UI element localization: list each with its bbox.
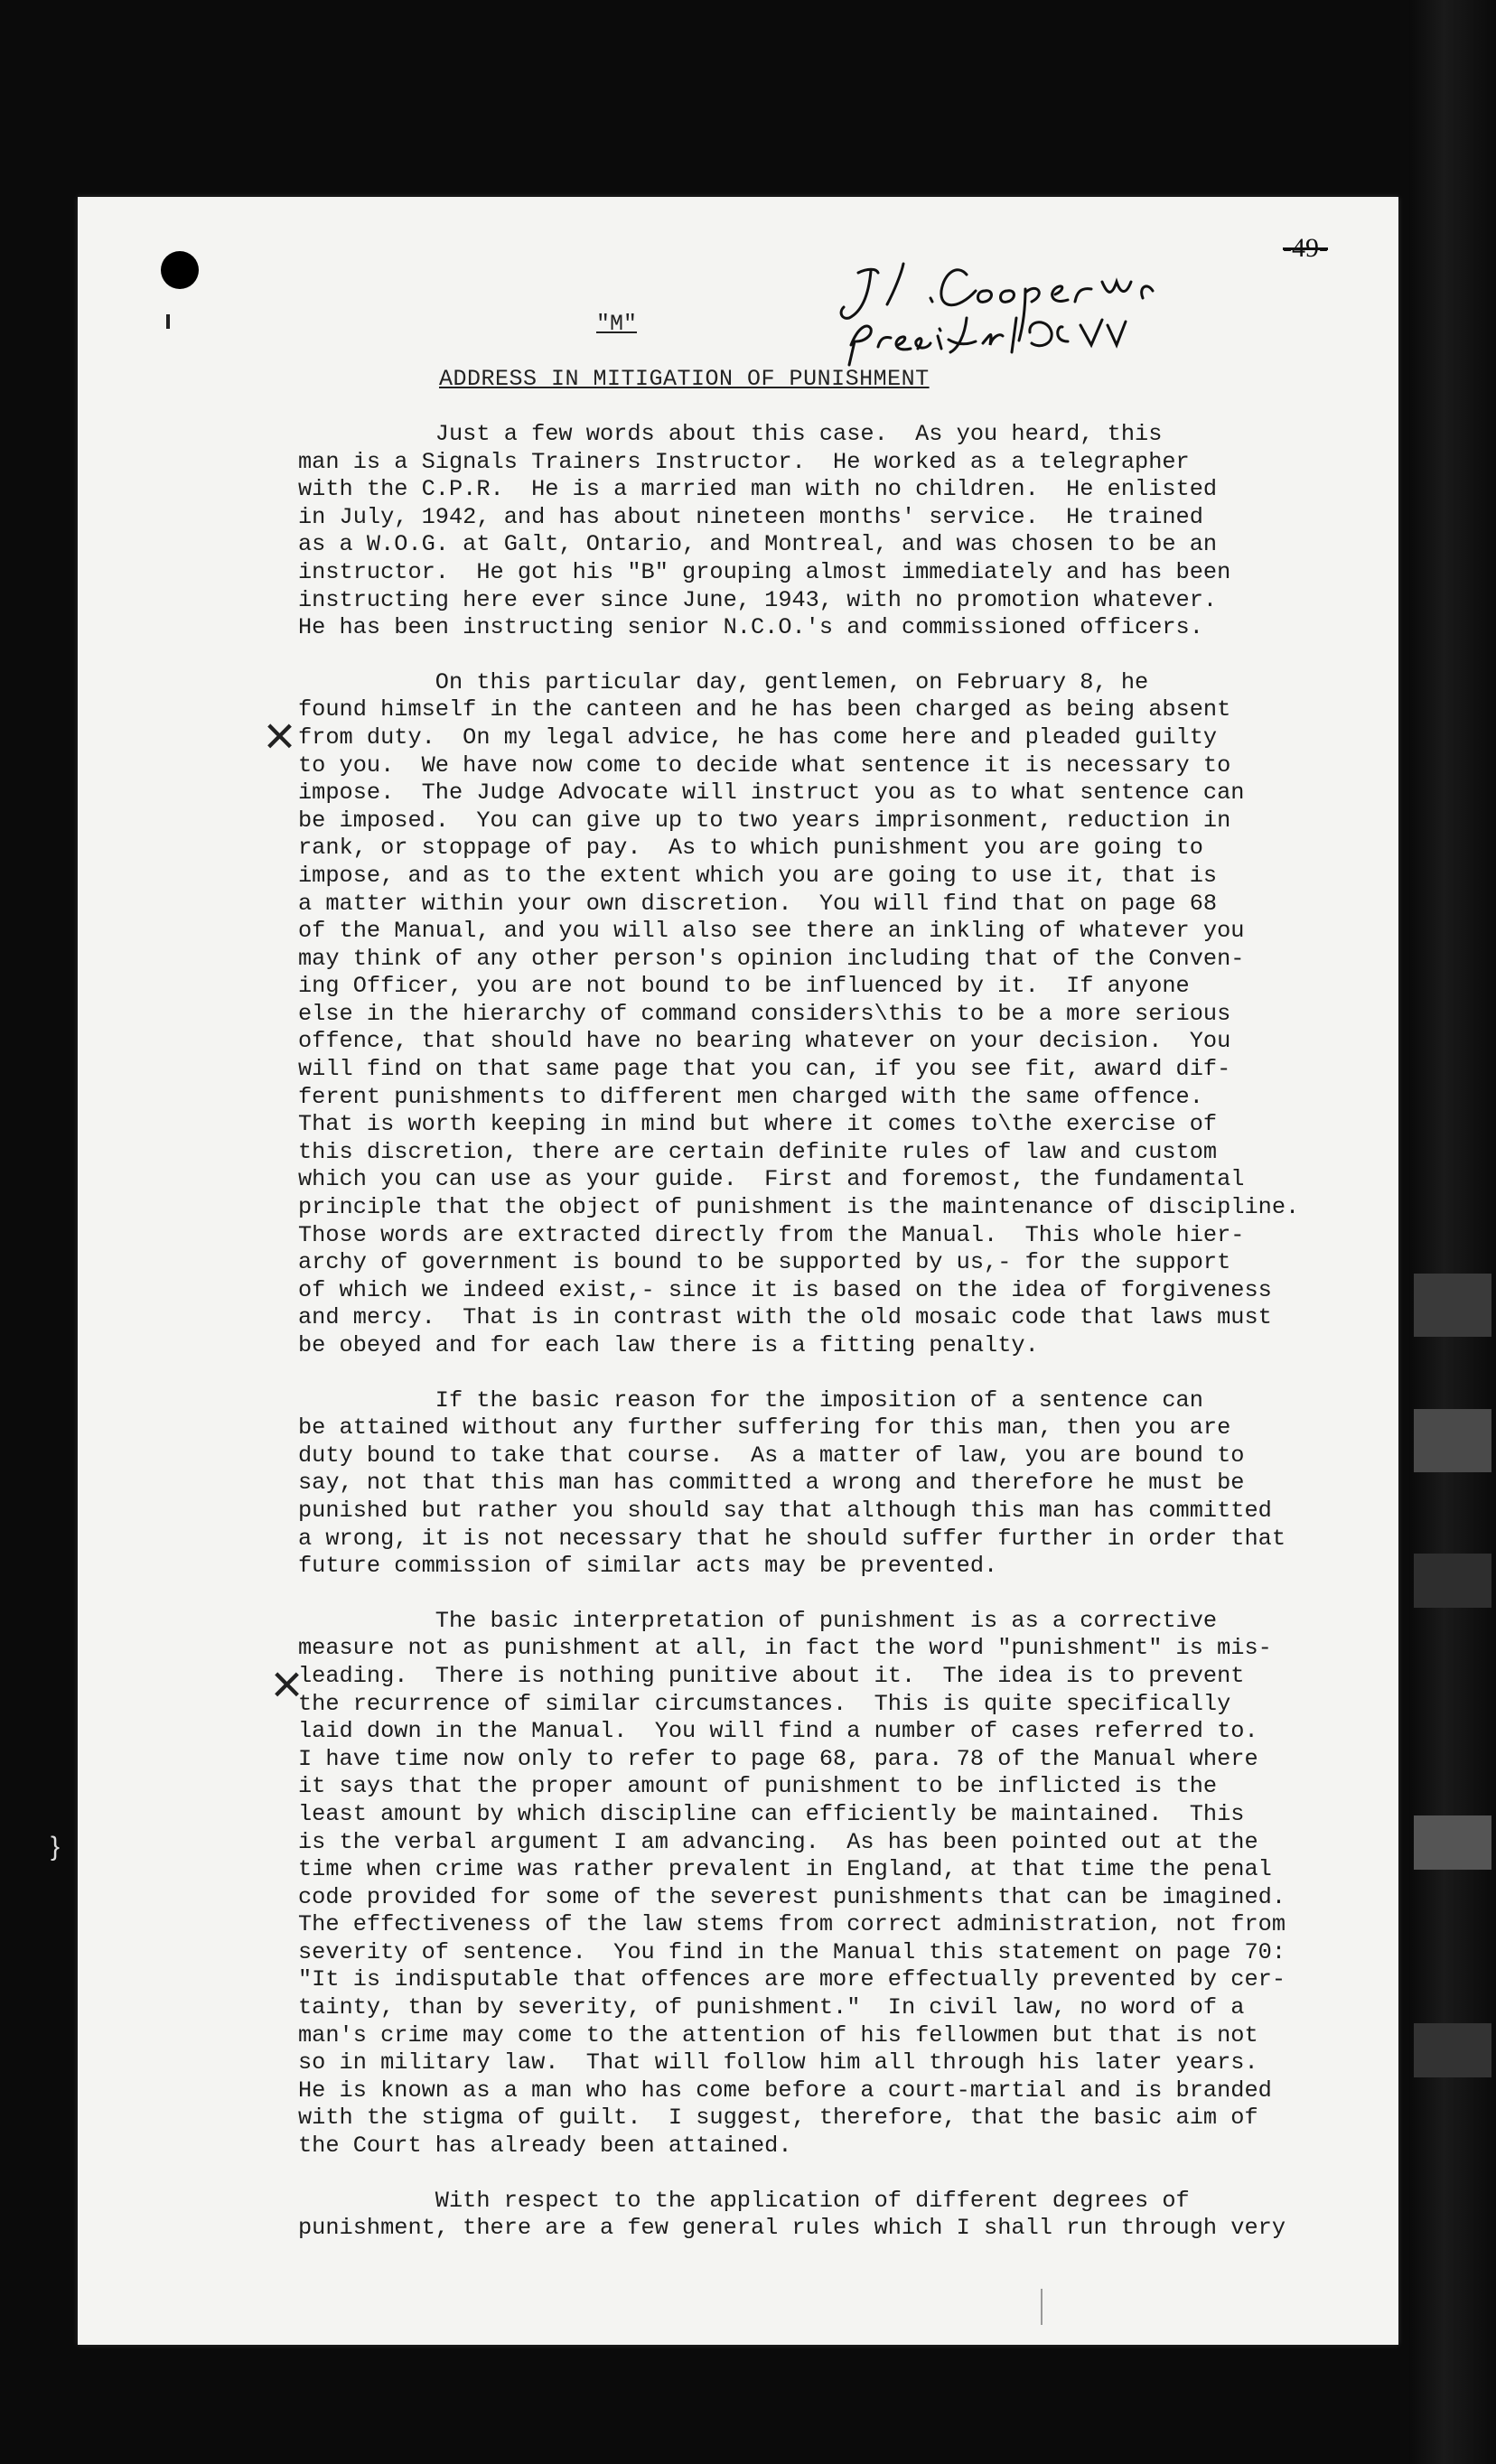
text-line: punished but rather you should say that although this man has committed xyxy=(298,1497,1272,1524)
text-line: With respect to the application of different degrees of xyxy=(298,2187,1190,2214)
text-line: That is worth keeping in mind but where it comes to\the exercise of xyxy=(298,1111,1218,1138)
text-line: ing Officer, you are not bound to be influenced by it. If anyone xyxy=(298,973,1190,1000)
text-line: I have time now only to refer to page 68, para. 78 of the Manual where xyxy=(298,1745,1258,1772)
text-line: the recurrence of similar circumstances. This is quite specifically xyxy=(298,1690,1231,1717)
text-line: measure not as punishment at all, in fact the word "punishment" is mis- xyxy=(298,1635,1272,1662)
text-line: else in the hierarchy of command considers\this to be a more serious xyxy=(298,1000,1231,1027)
text-line: of the Manual, and you will also see there an inkling of whatever you xyxy=(298,918,1245,945)
text-line: in July, 1942, and has about nineteen months' service. He trained xyxy=(298,503,1203,530)
scan-edge-block xyxy=(1414,1409,1491,1472)
text-line: to you. We have now come to decide what sentence it is necessary to xyxy=(298,751,1231,779)
margin-mark xyxy=(166,314,170,329)
text-line: man's crime may come to the attention of his fellowmen but that is not xyxy=(298,2021,1258,2049)
text-line: the Court has already been attained. xyxy=(298,2133,792,2160)
page-number: -49- xyxy=(1283,233,1328,263)
paragraph xyxy=(298,2188,1319,2243)
text-line: impose, and as to the extent which you are going to use it, that is xyxy=(298,862,1218,889)
text-line: be imposed. You can give up to two years imprisonment, reduction in xyxy=(298,807,1231,834)
text-line: On this particular day, gentlemen, on February 8, he xyxy=(298,668,1149,695)
text-line: impose. The Judge Advocate will instruct you as to what sentence can xyxy=(298,779,1245,807)
paragraph xyxy=(298,421,1319,642)
document-body xyxy=(298,421,1319,2270)
document-title: ADDRESS IN MITIGATION OF PUNISHMENT xyxy=(439,366,930,392)
scan-edge-block xyxy=(1414,2023,1491,2077)
text-line: time when crime was rather prevalent in England, at that time the penal xyxy=(298,1856,1272,1883)
text-line: as a W.O.G. at Galt, Ontario, and Montreal, and was chosen to be an xyxy=(298,531,1218,558)
text-line: duty bound to take that course. As a matter of law, you are bound to xyxy=(298,1442,1245,1469)
punch-hole xyxy=(161,251,199,289)
text-line: If the basic reason for the imposition of a sentence can xyxy=(298,1386,1203,1414)
text-line: Just a few words about this case. As you heard, this xyxy=(298,421,1163,447)
handwritten-signature xyxy=(831,255,1301,372)
text-line: severity of sentence. You find in the Manual this statement on page 70: xyxy=(298,1938,1286,1965)
text-line: with the stigma of guilt. I suggest, therefore, that the basic aim of xyxy=(298,2105,1258,2132)
text-line: offence, that should have no bearing whatever on your decision. You xyxy=(298,1028,1231,1055)
text-line: principle that the object of punishment is the maintenance of discipline. xyxy=(298,1194,1300,1221)
text-line: a wrong, it is not necessary that he should suffer further in order that xyxy=(298,1525,1286,1552)
text-line: ferent punishments to different men charged with the same offence. xyxy=(298,1083,1203,1110)
text-line: will find on that same page that you can, if you see fit, award dif- xyxy=(298,1056,1231,1083)
paragraph xyxy=(298,1608,1319,2161)
margin-x-mark: × xyxy=(271,1654,304,1714)
text-line: so in military law. That will follow him all through his later years. xyxy=(298,2049,1258,2077)
text-line: tainty, than by severity, of punishment." In civil law, no word of a xyxy=(298,1994,1245,2021)
margin-x-mark: × xyxy=(264,705,296,766)
text-line: which you can use as your guide. First and foremost, the fundamental xyxy=(298,1166,1245,1193)
text-line: Those words are extracted directly from the Manual. This whole hier- xyxy=(298,1221,1245,1248)
text-line: may think of any other person's opinion including that of the Conven- xyxy=(298,945,1245,972)
section-letter-heading: "M" xyxy=(596,311,638,337)
text-line: and mercy. That is in contrast with the old mosaic code that laws must xyxy=(298,1304,1272,1331)
text-line: The effectiveness of the law stems from correct administration, not from xyxy=(298,1911,1286,1938)
text-line: it says that the proper amount of punishment to be inflicted is the xyxy=(298,1773,1218,1800)
scan-edge-block xyxy=(1414,1554,1491,1608)
text-line: instructing here ever since June, 1943, with no promotion whatever. xyxy=(298,586,1218,613)
text-line: "It is indisputable that offences are more effectually prevented by cer- xyxy=(298,1966,1286,1993)
text-line: leading. There is nothing punitive about it. The idea is to prevent xyxy=(298,1662,1245,1689)
text-line: a matter within your own discretion. You will find that on page 68 xyxy=(298,890,1218,917)
scan-edge-block xyxy=(1414,1815,1491,1870)
text-line: with the C.P.R. He is a married man with no children. He enlisted xyxy=(298,476,1218,503)
text-line: man is a Signals Trainers Instructor. He worked as a telegrapher xyxy=(298,448,1190,475)
text-line: instructor. He got his "B" grouping almost immediately and has been xyxy=(298,558,1231,585)
text-line: say, not that this man has committed a wrong and therefore he must be xyxy=(298,1470,1245,1497)
text-line: rank, or stoppage of pay. As to which punishment you are going to xyxy=(298,835,1203,862)
text-line: punishment, there are a few general rules which I shall run through very xyxy=(298,2215,1286,2242)
text-line: The basic interpretation of punishment is as a corrective xyxy=(298,1607,1218,1634)
text-line: He has been instructing senior N.C.O.'s and commissioned officers. xyxy=(298,614,1203,641)
text-line: be obeyed and for each law there is a fitting penalty. xyxy=(298,1332,1039,1358)
text-line: be attained without any further suffering for this man, then you are xyxy=(298,1414,1231,1442)
text-line: code provided for some of the severest punishments that can be imagined. xyxy=(298,1883,1286,1910)
paragraph xyxy=(298,669,1319,1360)
text-line: found himself in the canteen and he has been charged as being absent xyxy=(298,696,1231,723)
text-line: of which we indeed exist,- since it is based on the idea of forgiveness xyxy=(298,1276,1272,1303)
text-line: future commission of similar acts may be prevented. xyxy=(298,1553,998,1580)
scan-edge-block xyxy=(1414,1274,1491,1337)
margin-tick xyxy=(1041,2289,1043,2325)
text-line: He is known as a man who has come before a court-martial and is branded xyxy=(298,2077,1272,2104)
paragraph xyxy=(298,1387,1319,1581)
text-line: least amount by which discipline can efficiently be maintained. This xyxy=(298,1800,1245,1827)
text-line: laid down in the Manual. You will find a number of cases referred to. xyxy=(298,1718,1258,1745)
scan-background-edge xyxy=(1409,0,1496,2464)
text-line: archy of government is bound to be supported by us,- for the support xyxy=(298,1249,1231,1276)
text-line: from duty. On my legal advice, he has come here and pleaded guilty xyxy=(298,723,1218,751)
text-line: this discretion, there are certain definite rules of law and custom xyxy=(298,1138,1218,1165)
scan-side-mark: } xyxy=(51,1832,61,1862)
text-line: is the verbal argument I am advancing. As has been pointed out at the xyxy=(298,1828,1258,1855)
